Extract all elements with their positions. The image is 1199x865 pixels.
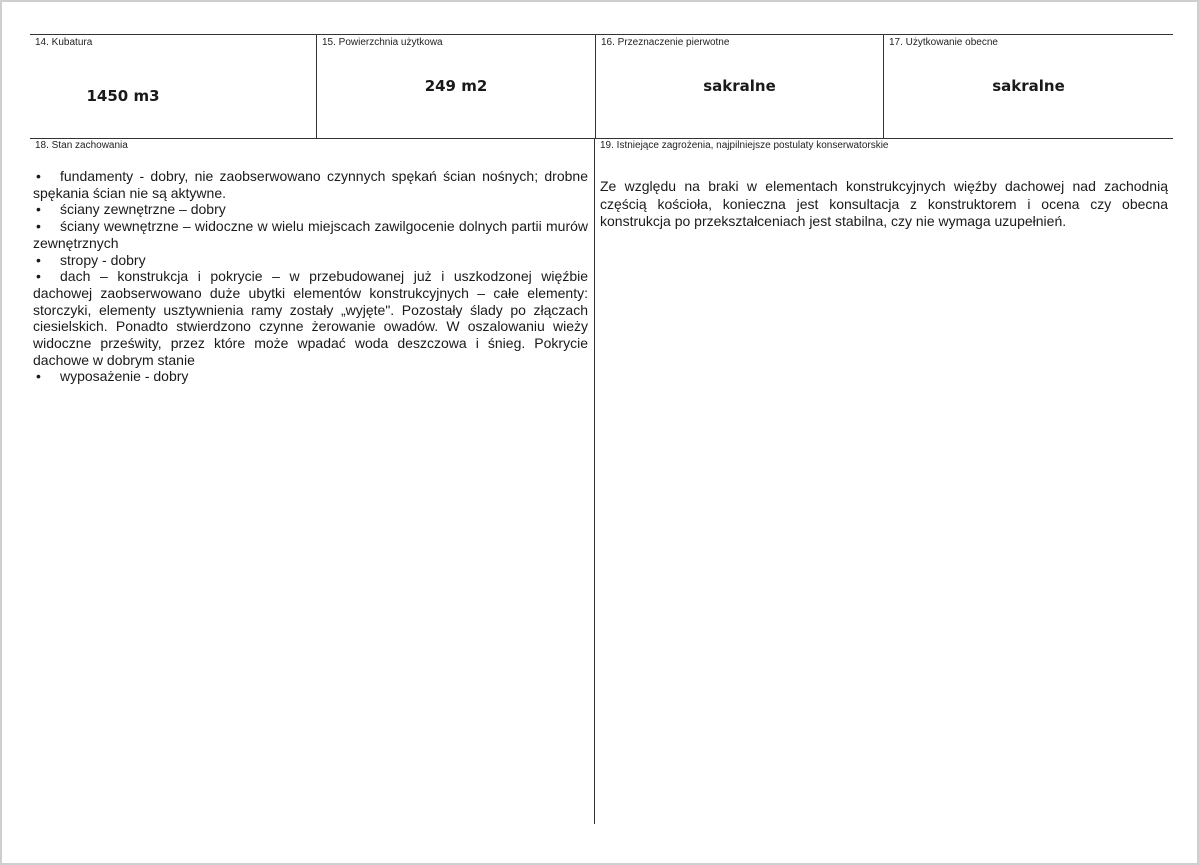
top-fields-row [30, 34, 1173, 139]
field-zagrozenia [595, 138, 1173, 824]
stan-item [33, 368, 588, 385]
field-kubatura-value: 1450 m3 [86, 87, 160, 105]
stan-item-text: dach – konstrukcja i pokrycie – w przebudowanej już i uszkodzonej więźbie dachowej zaobserwowano duże ubytki elementów konstrukcyjnych – całe elementy: storczyki, elementy usztywnienia ramy zostały „wyjęte". Pozostały ślady po złączach ciesielskich. Ponadto stwierdzono czynne żerowanie owadów. W oszalowaniu wieży widoczne prześwity, przez które może wpadać woda deszczowa i śnieg. Pokrycie dachowe w dobrym stanie [33, 268, 588, 368]
field-stan-zachowania [30, 138, 595, 824]
stan-item-text: stropy - dobry [60, 251, 146, 268]
stan-item [33, 201, 588, 218]
field-powierzchnia-label: 15. Powierzchnia użytkowa [322, 37, 443, 48]
stan-item-text: fundamenty - dobry, nie zaobserwowano czynnych spękań ścian nośnych; drobne spękania ścian nie są aktywne. [33, 168, 588, 201]
bottom-fields-row [30, 138, 1173, 824]
stan-item [33, 268, 588, 368]
field-przeznaczenie-label: 16. Przeznaczenie pierwotne [601, 37, 730, 48]
bullet-icon: • [36, 368, 41, 385]
stan-item-text: wyposażenie - dobry [60, 368, 189, 385]
bullet-icon: • [36, 218, 41, 235]
field-zagrozenia-label: 19. Istniejące zagrożenia, najpilniejsze postulaty konserwatorskie [600, 140, 889, 151]
field-przeznaczenie-value: sakralne [703, 77, 776, 95]
stan-item-text: ściany wewnętrzne – widoczne w wielu miejscach zawilgocenie dolnych partii murów zewnętrznych [33, 218, 588, 251]
field-powierzchnia [316, 35, 595, 138]
zagrozenia-text: Ze względu na braki w elementach konstrukcyjnych więźby dachowej nad zachodnią częścią kościoła, konieczna jest konsultacja z konstruktorem i ocena czy obecna konstrukcja po przekształceniach jest stabilna, czy nie wymaga uzupełnień. [600, 178, 1168, 229]
stan-item [33, 168, 588, 201]
bullet-icon: • [36, 268, 41, 285]
stan-item [33, 252, 588, 269]
bullet-icon: • [36, 251, 41, 268]
monument-record-form [30, 34, 1173, 824]
bullet-icon: • [36, 201, 41, 218]
bullet-icon: • [36, 168, 41, 184]
field-stan-label: 18. Stan zachowania [35, 140, 128, 151]
stan-list [33, 168, 588, 385]
field-kubatura [30, 35, 316, 138]
field-uzytkowanie [883, 35, 1173, 138]
field-przeznaczenie [595, 35, 883, 138]
field-uzytkowanie-value: sakralne [992, 77, 1065, 95]
field-kubatura-label: 14. Kubatura [35, 37, 93, 48]
stan-item [33, 218, 588, 251]
stan-item-text: ściany zewnętrzne – dobry [60, 201, 226, 218]
field-powierzchnia-value: 249 m2 [424, 77, 488, 95]
field-uzytkowanie-label: 17. Użytkowanie obecne [889, 37, 998, 48]
